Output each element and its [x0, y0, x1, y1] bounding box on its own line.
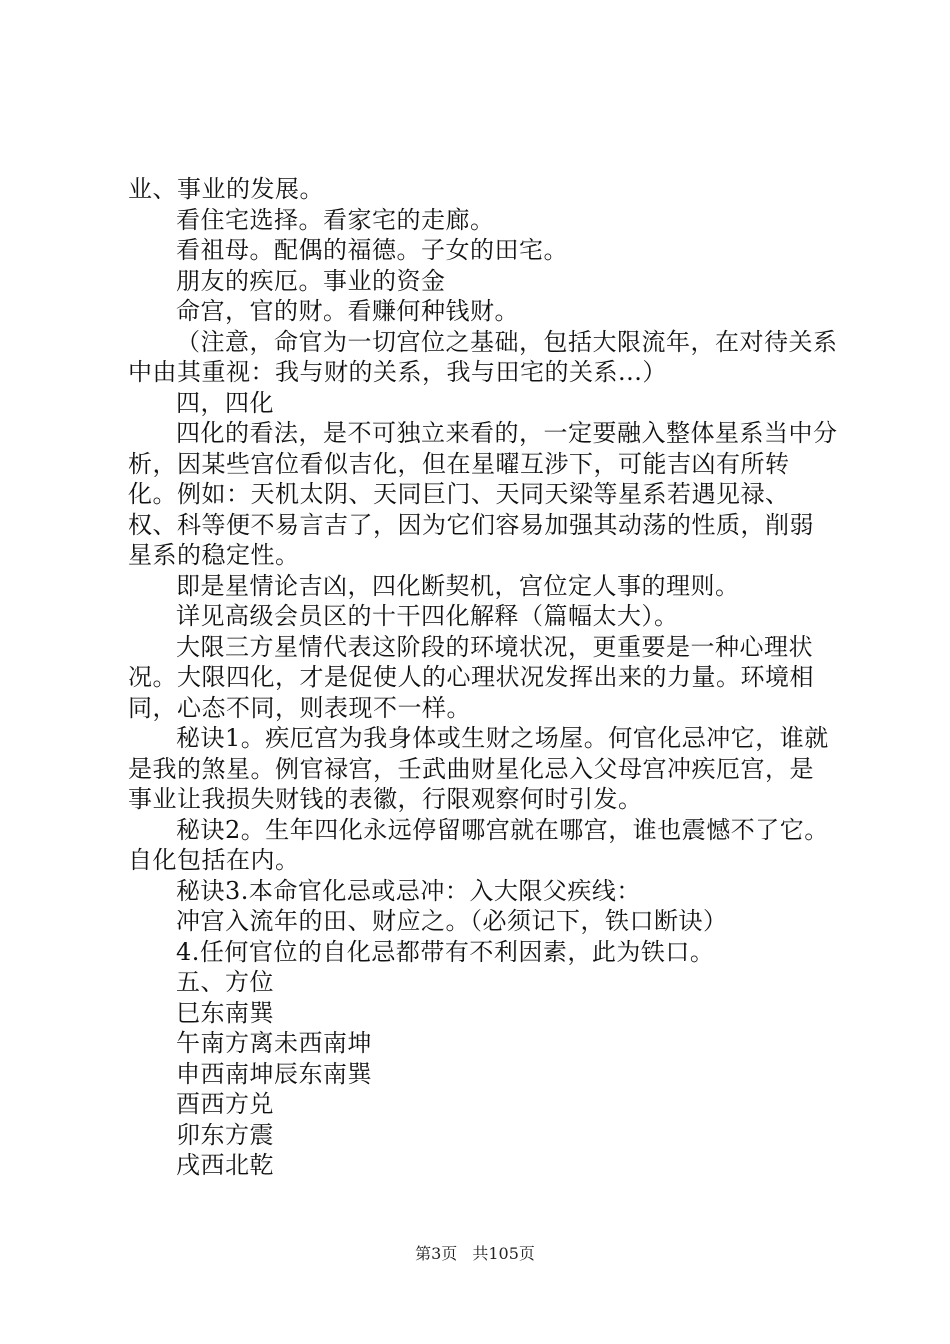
page-footer	[0, 1244, 950, 1264]
paragraph: 巳东南巽	[176, 998, 274, 1027]
paragraph: 朋友的疾厄。事业的资金	[176, 266, 446, 295]
page-total: 共105页	[472, 1244, 535, 1263]
paragraph: 4.任何官位的自化忌都带有不利因素，此为铁口。	[176, 937, 715, 966]
paragraph: 午南方离未西南坤	[176, 1029, 372, 1057]
paragraph: 戌西北乾	[176, 1151, 274, 1179]
paragraph: 酉西方兑	[176, 1090, 274, 1118]
paragraph: 秘诀1。疾厄宫为我身体或生财之场屋。何官化忌冲它，谁就是我的煞星。例官禄宫，壬武曲财星化忌入父母宫冲疾厄宫，是事业让我损失财钱的表徽，行限观察何时引发。	[128, 724, 829, 813]
paragraph: 业、事业的发展。	[128, 175, 324, 203]
paragraph: （注意，命官为一切宫位之基础，包括大限流年，在对待关系中由其重视：我与财的关系，我与田宅的关系...）	[128, 327, 838, 386]
paragraph: 大限三方星情代表这阶段的环境状况，更重要是一种心理状况。大限四化，才是促使人的心理状况发挥出来的力量。环境相同，心态不同，则表现不一样。	[128, 632, 814, 722]
paragraph: 冲宫入流年的田、财应之。（必须记下，铁口断诀）	[176, 907, 728, 935]
page-number: 第3页	[415, 1244, 458, 1263]
paragraph: 四化的看法，是不可独立来看的，一定要融入整体星系当中分析，因某些宫位看似吉化，但在星曜互涉下，可能吉凶有所转化。例如：天机太阴、天同巨门、天同天梁等星系若遇见禄、权、科等便不易言吉了，因为它们容易加强其动荡的性质，削弱星系的稳定性。	[128, 419, 838, 569]
paragraph: 五、方位	[176, 968, 274, 996]
paragraph: 看祖母。配偶的福德。子女的田宅。	[176, 236, 568, 264]
paragraph: 命宫，官的财。看赚何种钱财。	[176, 297, 519, 325]
body-text	[128, 174, 838, 1181]
paragraph: 即是星情论吉凶，四化断契机，宫位定人事的理则。	[176, 571, 740, 600]
paragraph: 秘诀3.本命官化忌或忌冲：入大限父疾线：	[176, 876, 641, 905]
paragraph: 申西南坤辰东南巽	[176, 1059, 372, 1088]
paragraph: 秘诀2。生年四化永远停留哪宫就在哪宫，谁也震憾不了它。自化包括在内。	[128, 815, 829, 874]
paragraph: 四，四化	[176, 388, 274, 417]
paragraph: 详见高级会员区的十干四化解释（篇幅太大）。	[176, 602, 679, 630]
paragraph: 卯东方震	[176, 1120, 274, 1149]
paragraph: 看住宅选择。看家宅的走廊。	[176, 205, 495, 234]
